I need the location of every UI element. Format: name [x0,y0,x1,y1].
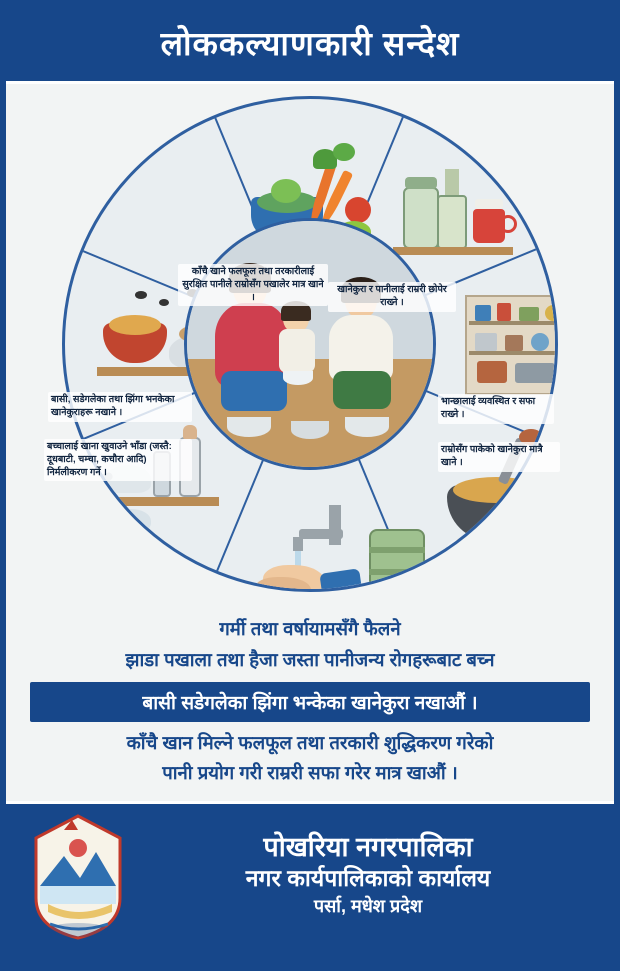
wheel-area [6,84,614,604]
poster-header [6,6,614,84]
message-line-2: झाडा पखाला तथा हैजा जस्ता पानीजन्य रोगहरूबाट बच्न [125,648,495,670]
poster-footer [6,801,614,947]
footer-text [136,831,600,920]
segment-label-store-utensils: भान्छालाई व्यवस्थित र सफा राख्ने । [438,394,554,424]
municipality-name: पोखरिया नगरपालिका [263,832,473,863]
segment-label-cover-food-water: खानेकुरा र पानीलाई राम्ररी छोपेर राख्ने । [328,282,456,312]
message-line-3: काँचै खान मिल्ने फलफूल तथा तरकारी शुद्धिकरण गरेको [126,731,494,753]
message-line-4: पानी प्रयोग गरी राम्ररी सफा गरेर मात्र खाऔं । [162,762,458,784]
page-title: लोककल्याणकारी सन्देश [160,25,460,62]
municipality-emblem-icon [20,812,136,940]
segment-label-sterilize-bottles: बच्चालाई खाना खुवाउने भाँडा (जस्तै: दूधबाटी, चम्चा, कचौरा आदि) निर्मलीकरण गर्ने । [44,439,192,481]
message-block [6,604,614,801]
message-highlight: बासी सडेगलेका झिंगा भन्केका खानेकुरा नखाऔं । [30,682,590,722]
segment-label-raw-vegetables: काँचै खाने फलफूल तथा तरकारीलाई सुरक्षित पानीले राम्रोसँग पखालेर मात्र खाने । [178,264,328,306]
handwashing-icon [233,499,383,592]
message-line-1: गर्मी तथा वर्षायामसँगै फैलने [219,618,401,639]
segment-label-cook-well: राम्रोसँग पाकेको खानेकुरा मात्रै खाने । [438,442,560,472]
segment-label-avoid-stale-food: बासी, सडेगलेका तथा झिंगा भनकेका खानेकुराहरू नखाने । [48,392,192,422]
address: पर्सा, मधेश प्रदेश [313,896,423,917]
hygiene-wheel [62,96,558,592]
family-eating-illustration [184,218,436,470]
office-name: नगर कार्यपालिकाको कार्यालय [245,864,491,891]
kitchen-shelf-icon [465,295,558,399]
